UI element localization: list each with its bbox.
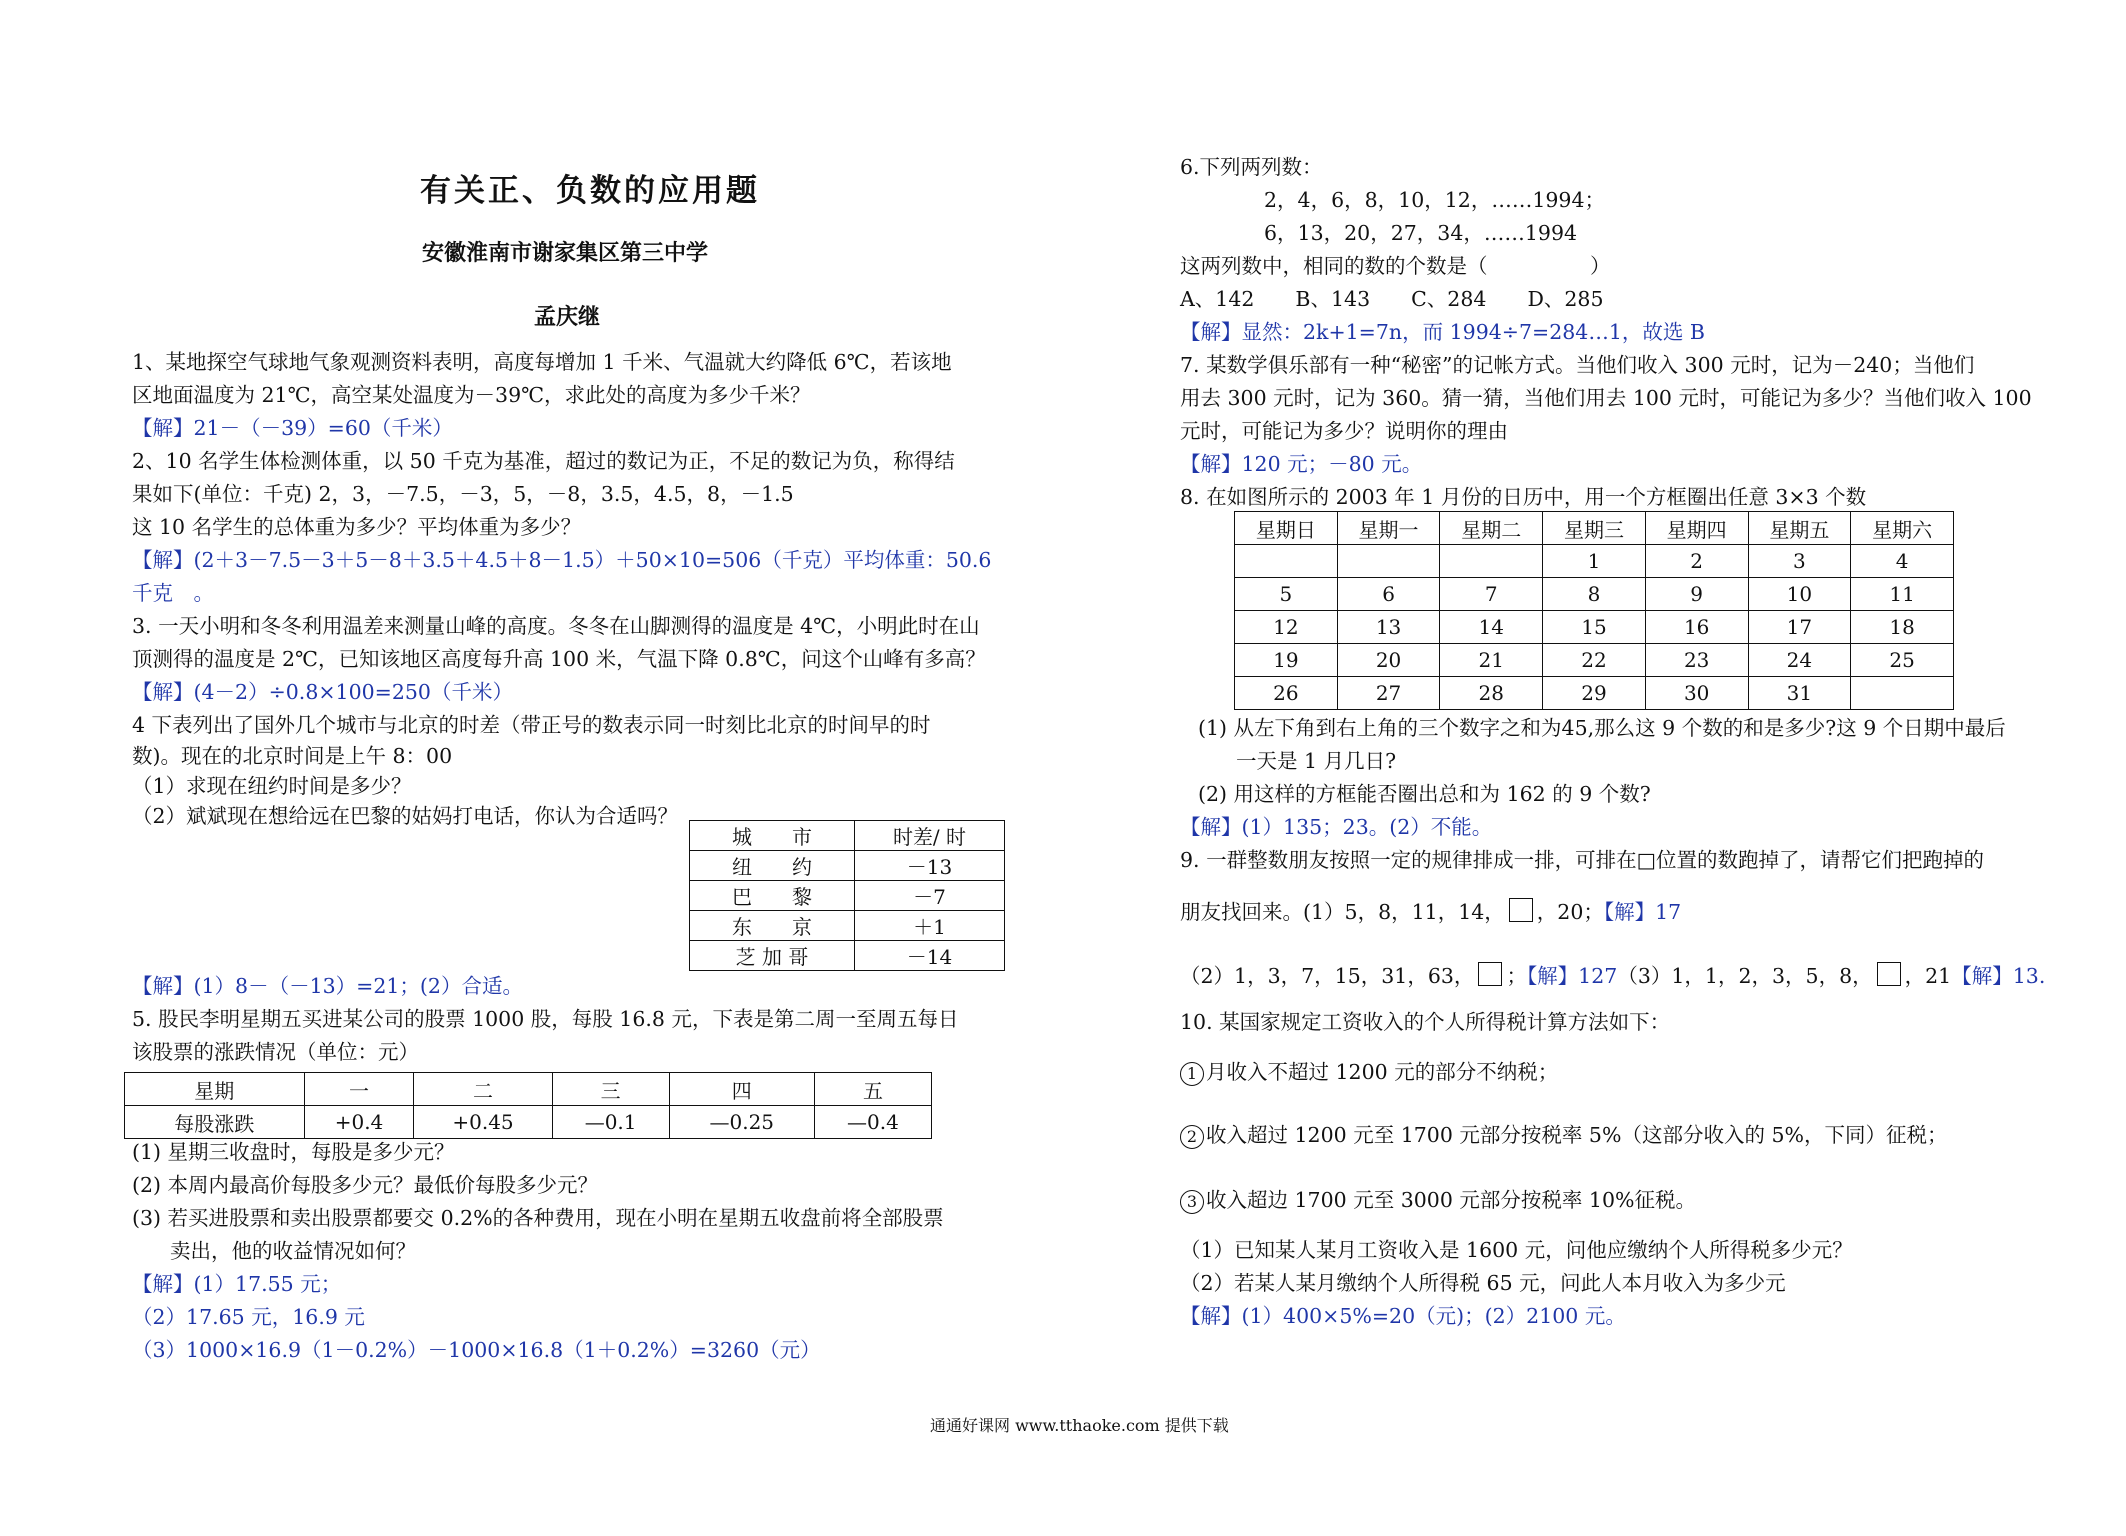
q2-answer-line1: 【解】(2＋3－7.5－3＋5－8＋3.5＋4.5＋8－1.5）＋50×10=506（千克）平均体重：50.6 [132,548,992,572]
calendar-cell [1851,677,1954,710]
q8-sub1-line1: (1) 从左下角到右上角的三个数字之和为45,那么这 9 个数的和是多少?这 9 个日期中最后 [1198,716,2006,740]
table-cell: —0.1 [552,1106,669,1139]
q10-rule3-text: 收入超边 1700 元至 3000 元部分按税率 10%征税。 [1206,1188,1696,1212]
q5-sub3-line1: (3) 若买进股票和卖出股票都要交 0.2%的各种费用，现在小明在星期五收盘前将全部股票 [132,1206,944,1230]
calendar-cell: 2 [1645,545,1748,578]
school-name: 安徽淮南市谢家集区第三中学 [422,240,709,266]
calendar-cell: 8 [1543,578,1646,611]
calendar-cell: 10 [1748,578,1851,611]
q10-line1: 10. 某国家规定工资收入的个人所得税计算方法如下： [1180,1010,1671,1034]
calendar-cell: 5 [1235,578,1338,611]
page-footer: 通通好课网 www.tthaoke.com 提供下载 [930,1416,1229,1435]
q8-line1: 8. 在如图所示的 2003 年 1 月份的日历中，用一个方框圈出任意 3×3 个数 [1180,485,1867,509]
q4-sub2: （2）斌斌现在想给远在巴黎的姑妈打电话，你认为合适吗？ [132,804,679,828]
q8-sub1-line2: 一天是 1 月几日? [1236,749,1397,773]
q2-line3: 这 10 名学生的总体重为多少？平均体重为多少？ [132,515,582,539]
q5-line1: 5. 股民李明星期五买进某公司的股票 1000 股，每股 16.8 元，下表是第二周一至周五每日 [132,1007,959,1031]
q5-answer-3: （3）1000×16.9（1－0.2%）－1000×16.8（1＋0.2%）=3260（元） [132,1338,821,1362]
calendar-cell: 4 [1851,545,1954,578]
calendar-row [1235,545,1954,578]
calendar-cell: 24 [1748,644,1851,677]
q6-question: 这两列数中，相同的数的个数是（ ） [1180,254,1611,278]
table-row [690,851,1005,881]
calendar-cell: 22 [1543,644,1646,677]
table-cell: ＋1 [855,911,1005,941]
calendar-cell: 17 [1748,611,1851,644]
q3-answer: 【解】(4－2）÷0.8×100=250（千米） [132,680,513,704]
calendar-header-cell: 星期三 [1543,512,1646,545]
calendar-cell: 9 [1645,578,1748,611]
q7-line2: 用去 300 元时，记为 360。猜一猜，当他们用去 100 元时，可能记为多少？当他们收入 100 [1180,386,2032,410]
q10-sub2: （2）若某人某月缴纳个人所得税 65 元，问此人本月收入为多少元 [1180,1271,1786,1295]
table-header-row [125,1073,932,1106]
q3-line1: 3. 一天小明和冬冬利用温差来测量山峰的高度。冬冬在山脚测得的温度是 4℃，小明此时在山 [132,614,980,638]
table-cell: —0.25 [669,1106,814,1139]
table-header-cell: 城 市 [690,821,855,851]
q9-line1: 9. 一群整数朋友按照一定的规律排成一排，可排在□位置的数跑掉了，请帮它们把跑掉的 [1180,848,1984,872]
blank-box [1509,898,1533,922]
q10-rule1 [1180,1056,1558,1089]
q9-seq3: （3）1，1，2，3，5，8， [1617,964,1873,988]
calendar-header-row [1235,512,1954,545]
q5-line2: 该股票的涨跌情况（单位：元） [132,1040,419,1064]
calendar-cell: 30 [1645,677,1748,710]
table-header-cell: 五 [814,1073,931,1106]
calendar-row [1235,611,1954,644]
q6-line1: 6.下列两列数： [1180,155,1323,179]
timezone-table [689,820,1005,971]
calendar-cell: 20 [1337,644,1440,677]
table-header-cell: 星期 [125,1073,305,1106]
calendar-row [1235,644,1954,677]
table-cell: 芝 加 哥 [690,941,855,971]
table-header-cell: 三 [552,1073,669,1106]
q9-seq2-end: ； [1506,964,1527,988]
calendar-cell: 16 [1645,611,1748,644]
q2-line1: 2、10 名学生体检测体重，以 50 千克为基准，超过的数记为正，不足的数记为负，称得结 [132,449,955,473]
calendar-cell: 31 [1748,677,1851,710]
table-cell: －13 [855,851,1005,881]
table-cell: 纽 约 [690,851,855,881]
q1-line2: 区地面温度为 21℃，高空某处温度为－39℃，求此处的高度为多少千米？ [132,383,811,407]
calendar-cell: 15 [1543,611,1646,644]
q9-seq3-end: ，21 [1904,964,1952,988]
calendar-cell: 28 [1440,677,1543,710]
calendar-cell [1337,545,1440,578]
q4-line1: 4 下表列出了国外几个城市与北京的时差（带正号的数表示同一时刻比北京的时间早的时 [132,713,931,737]
q10-rule2 [1180,1119,1947,1152]
table-row [690,881,1005,911]
q7-line3: 元时，可能记为多少？说明你的理由 [1180,419,1508,443]
calendar-cell: 14 [1440,611,1543,644]
q10-rule1-text: 月收入不超过 1200 元的部分不纳税； [1206,1060,1559,1084]
calendar-table [1234,511,1954,710]
calendar-header-cell: 星期日 [1235,512,1338,545]
calendar-header-cell: 星期六 [1851,512,1954,545]
circled-number: 1 [1180,1062,1204,1086]
q9-answer-1: 【解】17 [1603,900,1682,924]
q6-sequence-2: 6，13，20，27，34，……1994 [1264,221,1578,245]
q7-line1: 7. 某数学俱乐部有一种“秘密”的记帐方式。当他们收入 300 元时，记为－240；当他们 [1180,353,1975,377]
calendar-cell: 26 [1235,677,1338,710]
circled-number: 2 [1180,1125,1204,1149]
q2-line2: 果如下(单位：千克) 2，3，－7.5，－3，5，－8，3.5，4.5，8，－1.5 [132,482,794,506]
table-header-cell: 二 [414,1073,552,1106]
calendar-cell: 27 [1337,677,1440,710]
q10-answer: 【解】(1）400×5%=20（元)；(2）2100 元。 [1180,1304,1626,1328]
calendar-cell: 6 [1337,578,1440,611]
q6-sequence-1: 2，4，6，8，10，12，……1994； [1264,188,1606,212]
calendar-cell: 29 [1543,677,1646,710]
calendar-cell: 19 [1235,644,1338,677]
table-cell: 巴 黎 [690,881,855,911]
q9-answer-3: 【解】13. [1951,964,2046,988]
q9-seq1: 朋友找回来。(1）5，8，11，14， [1180,900,1505,924]
calendar-row [1235,578,1954,611]
table-cell: —0.4 [814,1106,931,1139]
table-cell: 每股涨跌 [125,1106,305,1139]
q4-answer: 【解】(1）8－（－13）=21；(2）合适。 [132,974,523,998]
q5-answer-1: 【解】(1）17.55 元； [132,1272,342,1296]
calendar-header-cell: 星期五 [1748,512,1851,545]
q4-sub1: （1）求现在纽约时间是多少？ [132,774,412,798]
q2-answer-line2: 千克 。 [132,581,214,605]
calendar-cell [1440,545,1543,578]
table-cell: －14 [855,941,1005,971]
q9-seq2: （2）1，3，7，15，31，63， [1180,964,1475,988]
q5-sub3-line2: 卖出，他的收益情况如何？ [170,1239,416,1263]
table-header-cell: 一 [304,1073,414,1106]
calendar-row [1235,677,1954,710]
q9-line2 [1180,896,1681,929]
calendar-cell: 13 [1337,611,1440,644]
calendar-cell: 21 [1440,644,1543,677]
calendar-cell: 1 [1543,545,1646,578]
table-cell: +0.4 [304,1106,414,1139]
table-header-cell: 时差/ 时 [855,821,1005,851]
calendar-header-cell: 星期一 [1337,512,1440,545]
calendar-cell: 11 [1851,578,1954,611]
table-cell: －7 [855,881,1005,911]
calendar-cell: 18 [1851,611,1954,644]
q5-answer-2: （2）17.65 元，16.9 元 [132,1305,365,1329]
q8-answer: 【解】(1）135；23。(2）不能。 [1180,815,1493,839]
q1-answer: 【解】21－（－39）=60（千米） [132,416,453,440]
table-row [690,911,1005,941]
q10-rule2-text: 收入超过 1200 元至 1700 元部分按税率 5%（这部分收入的 5%，下同）征税； [1206,1123,1948,1147]
table-cell: +0.45 [414,1106,552,1139]
blank-box [1877,962,1901,986]
q10-rule3 [1180,1184,1696,1217]
q6-answer: 【解】显然：2k+1=7n，而 1994÷7=284…1，故选 B [1180,320,1705,344]
author-name: 孟庆继 [534,304,601,330]
page-title: 有关正、负数的应用题 [420,173,760,209]
calendar-cell: 23 [1645,644,1748,677]
calendar-cell [1235,545,1338,578]
q5-sub1: (1) 星期三收盘时，每股是多少元？ [132,1140,455,1164]
q5-sub2: (2) 本周内最高价每股多少元？最低价每股多少元？ [132,1173,599,1197]
blank-box [1478,962,1502,986]
calendar-header-cell: 星期四 [1645,512,1748,545]
q9-seq1-end: ，20； [1536,900,1604,924]
table-row [690,941,1005,971]
q9-line3 [1180,960,2045,993]
q1-line1: 1、某地探空气球地气象观测资料表明，高度每增加 1 千米、气温就大约降低 6℃，若该地 [132,350,952,374]
q7-answer: 【解】120 元；－80 元。 [1180,452,1423,476]
calendar-cell: 3 [1748,545,1851,578]
q9-answer-2: 【解】127 [1526,964,1618,988]
calendar-cell: 7 [1440,578,1543,611]
q6-options: A、142 B、143 C、284 D、285 [1180,287,1604,311]
q10-sub1: （1）已知某人某月工资收入是 1600 元，问他应缴纳个人所得税多少元？ [1180,1238,1853,1262]
calendar-cell: 25 [1851,644,1954,677]
table-header-cell: 四 [669,1073,814,1106]
circled-number: 3 [1180,1190,1204,1214]
q3-line2: 顶测得的温度是 2℃，已知该地区高度每升高 100 米，气温下降 0.8℃，问这个山峰有多高？ [132,647,986,671]
calendar-header-cell: 星期二 [1440,512,1543,545]
stock-table [124,1072,932,1139]
table-cell: 东 京 [690,911,855,941]
q4-line2: 数)。现在的北京时间是上午 8：00 [132,744,453,768]
calendar-cell: 12 [1235,611,1338,644]
table-row [125,1106,932,1139]
q8-sub2: (2) 用这样的方框能否圈出总和为 162 的 9 个数? [1198,782,1651,806]
table-header-row [690,821,1005,851]
